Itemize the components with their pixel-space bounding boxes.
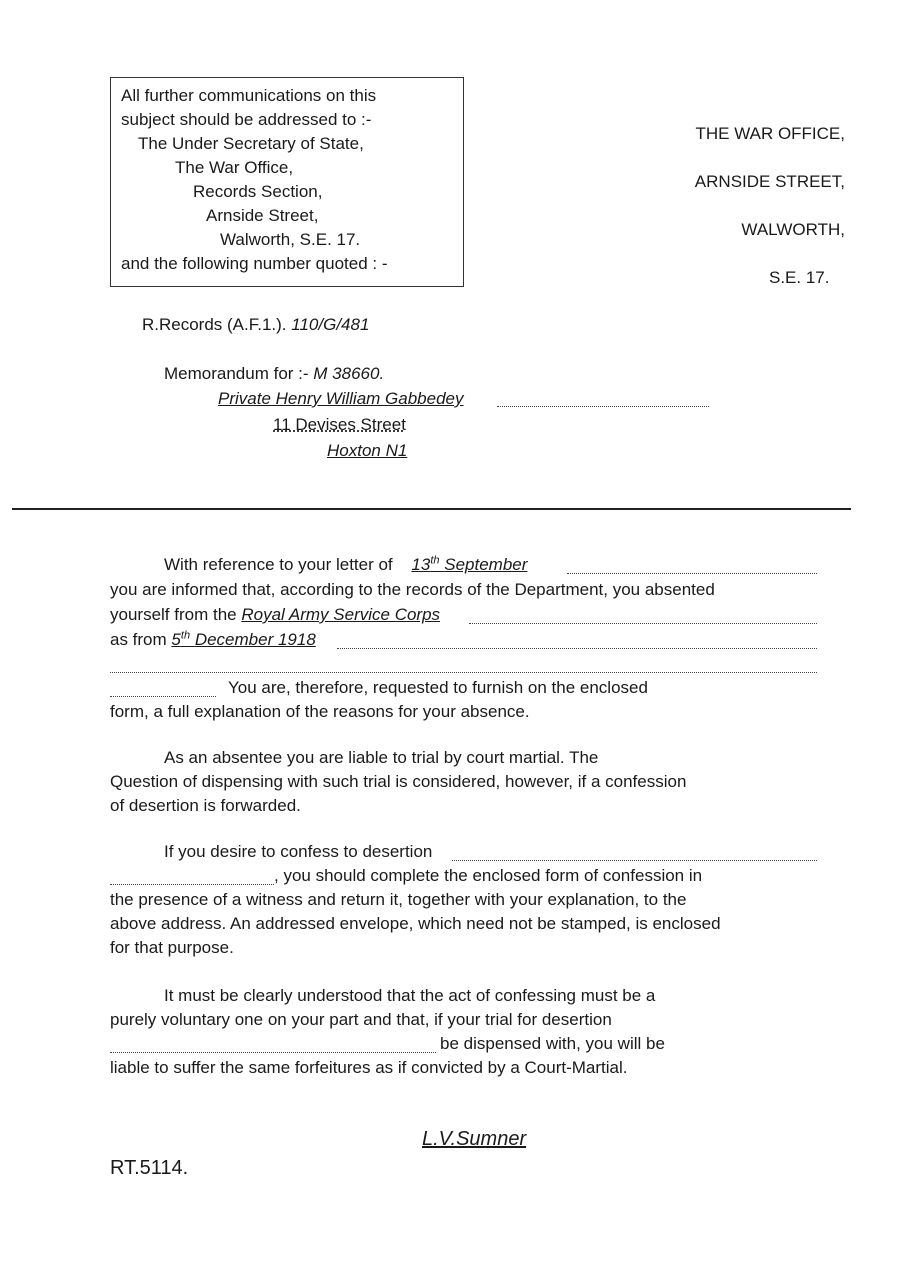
memorandum-line [164,362,384,386]
address-box [110,77,464,287]
reference-label: R.Records (A.F.1.). [142,315,287,334]
letter-date [411,555,527,574]
p4-line-3: be dispensed with, you will be [440,1034,665,1053]
p3-dotted-line-2 [110,884,274,885]
recipient-dotted-line [497,406,709,407]
p4-line-4: liable to suffer the same forfeitures as if convicted by a Court-Martial. [110,1058,628,1077]
letter-date-dotted-line [567,573,817,574]
p2-line-1: As an absentee you are liable to trial by court martial. The [164,748,599,767]
address-box-line-2: subject should be addressed to :- [121,110,372,129]
address-box-line-1: All further communications on this [121,86,377,105]
absence-day: 5 [171,630,181,649]
p4-dotted-line [110,1052,436,1053]
address-box-line-7: Walworth, S.E. 17. [220,230,361,249]
p3-line-4: above address. An addressed envelope, which need not be stamped, is enclosed [110,914,721,933]
form-code: RT.5114. [110,1157,189,1179]
p3-line-5: for that purpose. [110,938,234,957]
office-address-line-4: S.E. 17. [769,268,830,287]
blank-dotted-line [110,672,817,673]
p3-dotted-line-1 [452,860,817,861]
absence-date [171,630,315,649]
p1-line-6-dotted-lead [110,696,216,697]
letter-day: 13 [411,555,431,574]
address-box-line-8: and the following number quoted : - [121,254,388,273]
p1-line-4 [110,628,316,652]
p3-line-2: , you should complete the enclosed form of confession in [274,866,703,885]
office-address-line-2: ARNSIDE STREET, [694,172,845,191]
p4-line-2: purely voluntary one on your part and that, if your trial for desertion [110,1010,612,1029]
p1-line-3-prefix: yourself from the [110,605,237,624]
address-box-line-5: Records Section, [193,182,323,201]
p1-line-1 [164,553,527,577]
p2-line-2: Question of dispensing with such trial is considered, however, if a confession [110,772,687,791]
horizontal-rule [12,508,851,510]
unit-dotted-line [469,623,817,624]
absence-dotted-line [337,648,817,649]
letter-day-suffix: th [430,554,440,567]
signature: L.V.Sumner [422,1128,527,1150]
office-address-line-3: WALWORTH, [741,220,845,239]
letter-month: September [444,555,528,574]
p1-line-7: form, a full explanation of the reasons for your absence. [110,702,530,721]
absence-day-suffix: th [180,629,191,642]
address-box-line-3: The Under Secretary of State, [138,134,364,153]
address-box-line-4: The War Office, [175,158,294,177]
reference-number: 110/G/481 [291,315,370,334]
p1-line-2: you are informed that, according to the records of the Department, you absented [110,580,715,599]
recipient-street: 11 Devises Street [273,415,406,434]
p4-line-1: It must be clearly understood that the act of confessing must be a [164,986,656,1005]
p1-line-6: You are, therefore, requested to furnish on the enclosed [228,678,648,697]
p2-line-3: of desertion is forwarded. [110,796,301,815]
p3-line-1: If you desire to confess to desertion [164,842,433,861]
p3-line-3: the presence of a witness and return it, together with your explanation, to the [110,890,687,909]
absence-rest: December 1918 [194,630,316,649]
address-box-line-6: Arnside Street, [206,206,319,225]
memorandum-number: M 38660. [313,364,385,383]
p1-line-4-prefix: as from [110,630,167,649]
memorandum-label: Memorandum for :- [164,364,309,383]
p1-prefix: With reference to your letter of [164,555,393,574]
office-address-line-1: THE WAR OFFICE, [695,124,845,143]
recipient-name: Private Henry William Gabbedey [218,389,464,408]
recipient-town: Hoxton N1 [327,441,408,460]
unit-name: Royal Army Service Corps [241,605,441,624]
p1-line-3 [110,603,440,627]
reference-line [142,313,369,337]
